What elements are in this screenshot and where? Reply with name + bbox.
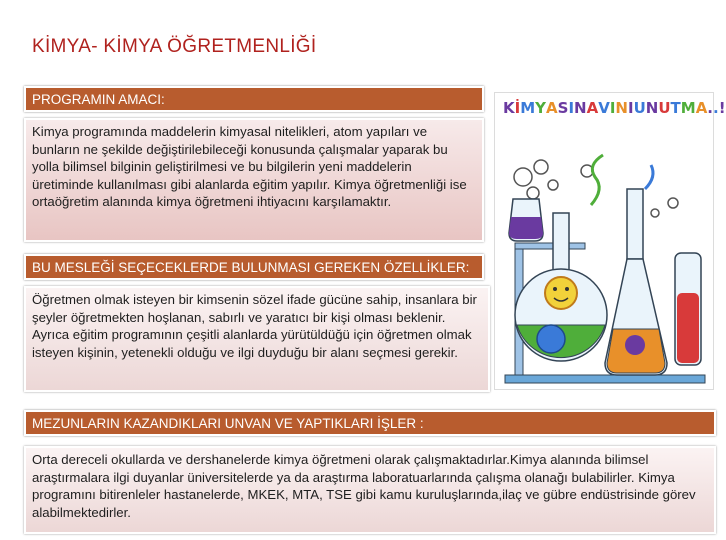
section-body-required-traits: Öğretmen olmak isteyen bir kimsenin sözel ifade gücüne sahip, insanlara bir şeyler öğretmekten hoşlanan, sabırlı ve yaratıcı bir kişi olması beklenir. Ayrıca eğitim programının çeşitli alanlarda yürütüldüğü için öğretmen olmak isteyen kişinin, yetenekli olduğu ve ilgi duyduğu bir alanı seçmesi gerekir.: [24, 286, 490, 392]
section-heading-program-purpose: PROGRAMIN AMACI:: [24, 86, 484, 112]
vapor-swirl-decoration: [645, 165, 653, 189]
section-heading-graduate-titles: MEZUNLARIN KAZANDIKLARI UNVAN VE YAPTIKLARI İŞLER :: [24, 410, 716, 436]
illustration-lettering: [503, 99, 726, 139]
slide-title: KİMYA- KİMYA ÖĞRETMENLİĞİ: [32, 36, 317, 57]
lettering-text: KİMYASINAVINIUNUTMA..!: [503, 99, 726, 117]
chemistry-illustration: [494, 92, 726, 390]
section-body-graduate-titles: Orta dereceli okullarda ve dershanelerde kimya öğretmeni olarak çalışmaktadırlar.Kimya alanında bilimsel araştırmalara ilgi duyanlar üniversitelerde ya da araştırma laboratuarlarında çalışma olanağı bulabilirler. Kimya programını bitirenleler hastanelerde, MKEK, MTA, TSE gibi kamu kuruluşlarında,ilaç ve gübre endüstrisinde görev alabilmektedirler.: [24, 446, 716, 534]
vapor-swirl-decoration: [591, 155, 603, 205]
section-body-program-purpose: Kimya programında maddelerin kimyasal nitelikleri, atom yapıları ve bunların ne şekilde değiştirilebileceği konusunda çalışmalar yaparak bu yolla bilimsel bilginin geliştirilmesi ve bu bilgilerin yeni maddelerin üretiminde kullanılması gibi alanlarda eğitim yapılır. Kimya öğretmenliği ise ortaöğretim alanında kimya öğretmeni ihtiyacını karşılamaktır.: [24, 118, 484, 242]
small-beaker-icon: [509, 199, 543, 241]
test-tube-icon: [675, 253, 701, 365]
section-heading-required-traits: BU MESLEĞİ SEÇECEKLERDE BULUNMASI GEREKEN ÖZELLİKLER:: [24, 254, 484, 280]
